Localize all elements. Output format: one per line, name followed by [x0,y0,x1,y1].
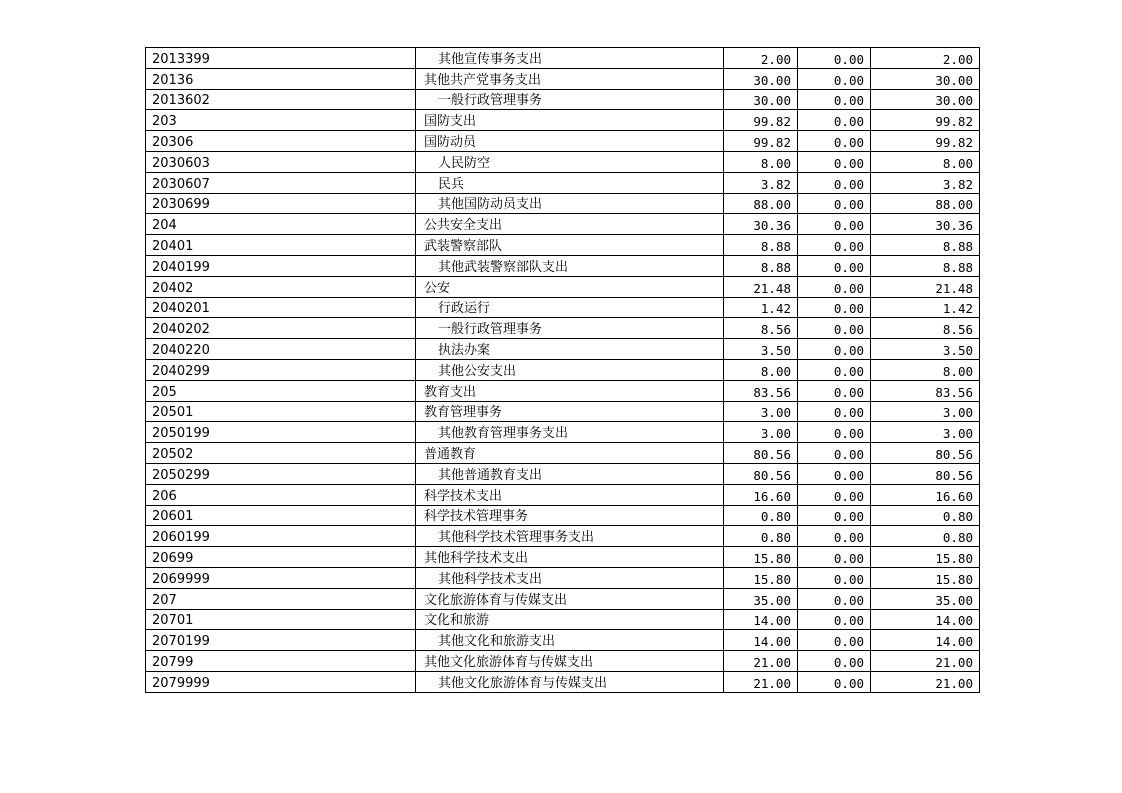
total-amount-cell: 30.00 [724,68,798,89]
middle-amount-cell: 0.00 [798,359,871,380]
subject-code-cell: 2050299 [146,463,416,484]
subject-code-cell: 2050199 [146,422,416,443]
subject-code-cell: 2040201 [146,297,416,318]
last-amount-cell: 83.56 [871,380,980,401]
subject-name-cell: 科学技术管理事务 [416,505,724,526]
subject-name-cell: 科学技术支出 [416,484,724,505]
last-amount-cell: 14.00 [871,609,980,630]
subject-code-cell: 2040199 [146,255,416,276]
subject-name-cell: 公共安全支出 [416,214,724,235]
last-amount-cell: 8.56 [871,318,980,339]
subject-code-cell: 20136 [146,68,416,89]
last-amount-cell: 21.00 [871,671,980,692]
subject-name-cell: 其他科学技术管理事务支出 [416,526,724,547]
middle-amount-cell: 0.00 [798,110,871,131]
middle-amount-cell: 0.00 [798,48,871,69]
table-body [146,48,980,693]
last-amount-cell: 0.80 [871,505,980,526]
table-row [146,255,980,276]
middle-amount-cell: 0.00 [798,318,871,339]
subject-name-cell: 文化和旅游 [416,609,724,630]
subject-name-cell: 其他公安支出 [416,359,724,380]
table-row [146,151,980,172]
total-amount-cell: 8.56 [724,318,798,339]
middle-amount-cell: 0.00 [798,255,871,276]
table-row [146,193,980,214]
subject-code-cell: 20401 [146,235,416,256]
total-amount-cell: 8.88 [724,235,798,256]
total-amount-cell: 3.50 [724,339,798,360]
middle-amount-cell: 0.00 [798,526,871,547]
last-amount-cell: 3.00 [871,401,980,422]
subject-name-cell: 其他科学技术支出 [416,547,724,568]
table-row [146,401,980,422]
subject-code-cell: 20799 [146,651,416,672]
table-row [146,68,980,89]
subject-name-cell: 其他宣传事务支出 [416,48,724,69]
table-row [146,318,980,339]
last-amount-cell: 35.00 [871,588,980,609]
table-row [146,131,980,152]
total-amount-cell: 3.00 [724,401,798,422]
total-amount-cell: 3.82 [724,172,798,193]
subject-name-cell: 普通教育 [416,443,724,464]
subject-code-cell: 2070199 [146,630,416,651]
last-amount-cell: 8.88 [871,235,980,256]
last-amount-cell: 14.00 [871,630,980,651]
total-amount-cell: 8.88 [724,255,798,276]
subject-name-cell: 其他文化和旅游支出 [416,630,724,651]
middle-amount-cell: 0.00 [798,89,871,110]
subject-code-cell: 2069999 [146,567,416,588]
total-amount-cell: 35.00 [724,588,798,609]
last-amount-cell: 99.82 [871,110,980,131]
last-amount-cell: 8.00 [871,359,980,380]
middle-amount-cell: 0.00 [798,214,871,235]
subject-code-cell: 204 [146,214,416,235]
subject-code-cell: 2040220 [146,339,416,360]
middle-amount-cell: 0.00 [798,463,871,484]
subject-code-cell: 2060199 [146,526,416,547]
table-row [146,110,980,131]
last-amount-cell: 80.56 [871,463,980,484]
subject-code-cell: 205 [146,380,416,401]
subject-code-cell: 206 [146,484,416,505]
middle-amount-cell: 0.00 [798,380,871,401]
subject-name-cell: 执法办案 [416,339,724,360]
middle-amount-cell: 0.00 [798,339,871,360]
subject-name-cell: 其他文化旅游体育与传媒支出 [416,671,724,692]
subject-name-cell: 一般行政管理事务 [416,89,724,110]
middle-amount-cell: 0.00 [798,401,871,422]
subject-name-cell: 其他科学技术支出 [416,567,724,588]
total-amount-cell: 0.80 [724,505,798,526]
subject-name-cell: 行政运行 [416,297,724,318]
middle-amount-cell: 0.00 [798,276,871,297]
subject-code-cell: 20306 [146,131,416,152]
total-amount-cell: 99.82 [724,110,798,131]
last-amount-cell: 8.88 [871,255,980,276]
total-amount-cell: 1.42 [724,297,798,318]
last-amount-cell: 21.48 [871,276,980,297]
table-row [146,48,980,69]
subject-name-cell: 其他文化旅游体育与传媒支出 [416,651,724,672]
table-row [146,588,980,609]
subject-name-cell: 公安 [416,276,724,297]
last-amount-cell: 3.50 [871,339,980,360]
middle-amount-cell: 0.00 [798,547,871,568]
total-amount-cell: 21.48 [724,276,798,297]
last-amount-cell: 99.82 [871,131,980,152]
subject-code-cell: 2040202 [146,318,416,339]
total-amount-cell: 8.00 [724,151,798,172]
middle-amount-cell: 0.00 [798,443,871,464]
total-amount-cell: 30.36 [724,214,798,235]
table-row [146,526,980,547]
total-amount-cell: 88.00 [724,193,798,214]
last-amount-cell: 16.60 [871,484,980,505]
middle-amount-cell: 0.00 [798,609,871,630]
last-amount-cell: 0.80 [871,526,980,547]
subject-name-cell: 教育支出 [416,380,724,401]
last-amount-cell: 30.00 [871,89,980,110]
subject-code-cell: 203 [146,110,416,131]
total-amount-cell: 21.00 [724,651,798,672]
total-amount-cell: 80.56 [724,443,798,464]
table-row [146,276,980,297]
table-row [146,422,980,443]
last-amount-cell: 80.56 [871,443,980,464]
middle-amount-cell: 0.00 [798,630,871,651]
table-row [146,567,980,588]
middle-amount-cell: 0.00 [798,422,871,443]
table-row [146,380,980,401]
table-row [146,630,980,651]
subject-name-cell: 其他国防动员支出 [416,193,724,214]
table-row [146,89,980,110]
total-amount-cell: 0.80 [724,526,798,547]
total-amount-cell: 16.60 [724,484,798,505]
table-row [146,339,980,360]
middle-amount-cell: 0.00 [798,68,871,89]
total-amount-cell: 80.56 [724,463,798,484]
subject-name-cell: 武装警察部队 [416,235,724,256]
table-row [146,359,980,380]
last-amount-cell: 3.82 [871,172,980,193]
middle-amount-cell: 0.00 [798,172,871,193]
total-amount-cell: 30.00 [724,89,798,110]
total-amount-cell: 99.82 [724,131,798,152]
middle-amount-cell: 0.00 [798,297,871,318]
middle-amount-cell: 0.00 [798,588,871,609]
subject-code-cell: 20601 [146,505,416,526]
table-row [146,651,980,672]
last-amount-cell: 1.42 [871,297,980,318]
table-row [146,172,980,193]
subject-code-cell: 2030699 [146,193,416,214]
subject-code-cell: 207 [146,588,416,609]
middle-amount-cell: 0.00 [798,131,871,152]
subject-code-cell: 2030607 [146,172,416,193]
total-amount-cell: 15.80 [724,567,798,588]
total-amount-cell: 21.00 [724,671,798,692]
subject-name-cell: 人民防空 [416,151,724,172]
subject-name-cell: 其他普通教育支出 [416,463,724,484]
total-amount-cell: 3.00 [724,422,798,443]
table-row [146,671,980,692]
middle-amount-cell: 0.00 [798,651,871,672]
last-amount-cell: 2.00 [871,48,980,69]
subject-code-cell: 20502 [146,443,416,464]
total-amount-cell: 14.00 [724,609,798,630]
last-amount-cell: 15.80 [871,547,980,568]
subject-code-cell: 20501 [146,401,416,422]
last-amount-cell: 21.00 [871,651,980,672]
table-row [146,609,980,630]
total-amount-cell: 14.00 [724,630,798,651]
table-row [146,443,980,464]
subject-code-cell: 2079999 [146,671,416,692]
last-amount-cell: 3.00 [871,422,980,443]
middle-amount-cell: 0.00 [798,671,871,692]
table-row [146,463,980,484]
total-amount-cell: 2.00 [724,48,798,69]
middle-amount-cell: 0.00 [798,235,871,256]
subject-code-cell: 2040299 [146,359,416,380]
subject-name-cell: 国防支出 [416,110,724,131]
subject-name-cell: 民兵 [416,172,724,193]
subject-name-cell: 文化旅游体育与传媒支出 [416,588,724,609]
subject-code-cell: 20701 [146,609,416,630]
table-row [146,484,980,505]
subject-name-cell: 其他共产党事务支出 [416,68,724,89]
last-amount-cell: 8.00 [871,151,980,172]
table-row [146,214,980,235]
subject-name-cell: 教育管理事务 [416,401,724,422]
budget-expenditure-table [145,47,980,693]
subject-code-cell: 20402 [146,276,416,297]
middle-amount-cell: 0.00 [798,151,871,172]
table-row [146,235,980,256]
table-row [146,547,980,568]
last-amount-cell: 88.00 [871,193,980,214]
subject-name-cell: 国防动员 [416,131,724,152]
middle-amount-cell: 0.00 [798,567,871,588]
subject-code-cell: 2030603 [146,151,416,172]
middle-amount-cell: 0.00 [798,193,871,214]
subject-name-cell: 其他教育管理事务支出 [416,422,724,443]
last-amount-cell: 30.00 [871,68,980,89]
subject-code-cell: 20699 [146,547,416,568]
total-amount-cell: 83.56 [724,380,798,401]
total-amount-cell: 15.80 [724,547,798,568]
last-amount-cell: 15.80 [871,567,980,588]
table-row [146,505,980,526]
subject-code-cell: 2013602 [146,89,416,110]
middle-amount-cell: 0.00 [798,505,871,526]
subject-name-cell: 一般行政管理事务 [416,318,724,339]
table-row [146,297,980,318]
last-amount-cell: 30.36 [871,214,980,235]
subject-name-cell: 其他武装警察部队支出 [416,255,724,276]
middle-amount-cell: 0.00 [798,484,871,505]
subject-code-cell: 2013399 [146,48,416,69]
total-amount-cell: 8.00 [724,359,798,380]
